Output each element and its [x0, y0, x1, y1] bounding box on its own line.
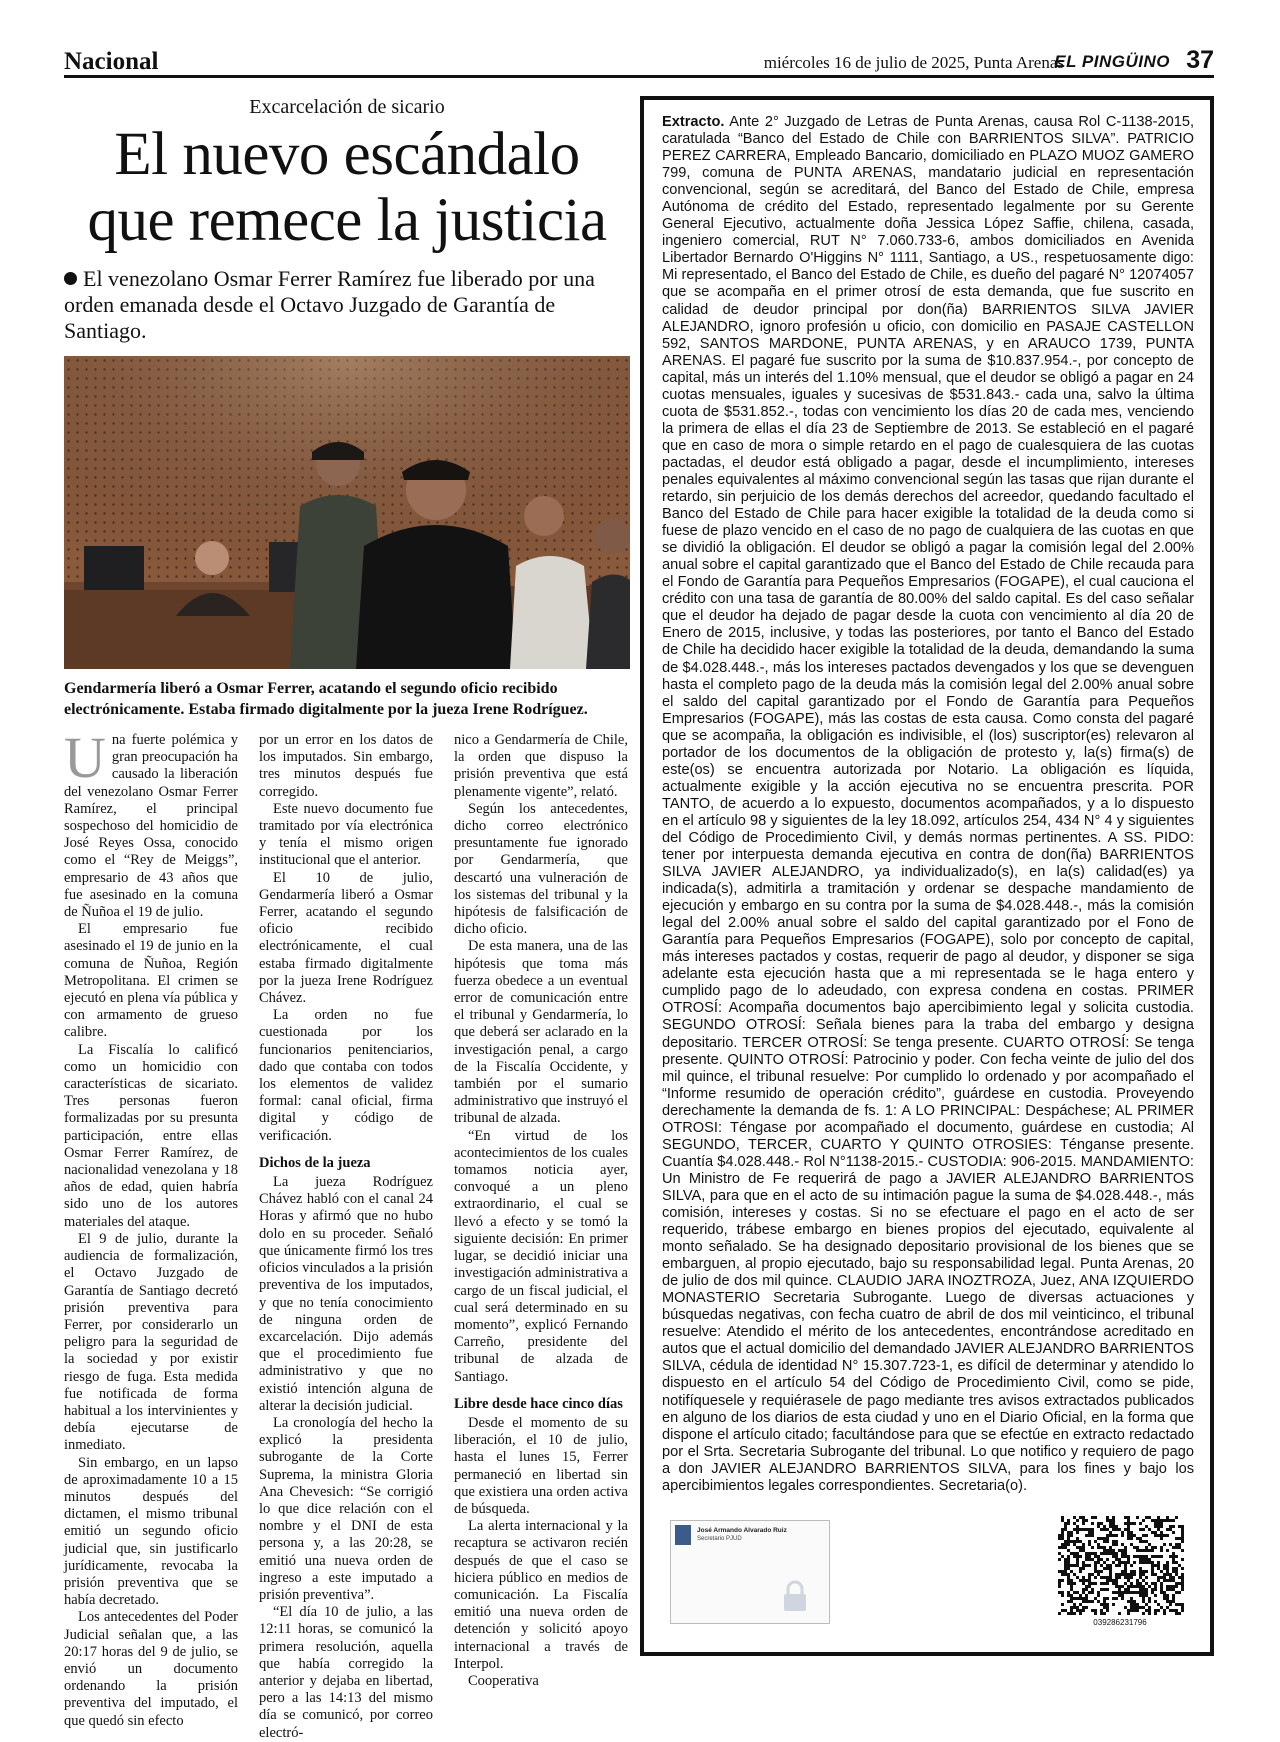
- paragraph: La jueza Rodríguez Chávez habló con el canal 24 Horas y afirmó que no hubo dolo en su proceder. Señaló que únicamente firmó los tres oficios vinculados a la prisión preventiva de los imputados, y que no tenía conocimiento de ninguna orden de excarcelación. Dijo además que el procedimiento fue administrativo y que no existió intención alguna de alterar la decisión judicial.: [259, 1174, 433, 1414]
- article-column-3: [454, 732, 628, 1690]
- newspaper-logo: EL PINGÜINO: [1054, 52, 1170, 71]
- paragraph: Desde el momento de su liberación, el 10 de julio, hasta el lunes 15, Ferrer permaneció en libertad sin que existiera una orden activa de búsqueda.: [454, 1414, 628, 1517]
- paragraph: Sin embargo, en un lapso de aproximadamente 10 a 15 minutos después del dictamen, el mismo tribunal emitió un segundo oficio judicial que, sin justificarlo jurídicamente, revocaba la prisión preventiva que se había decretado.: [64, 1454, 238, 1609]
- signer-role: Secretario PJUD: [697, 1536, 742, 1542]
- paragraph: Según los antecedentes, dicho correo electrónico presuntamente fue ignorado por Gendarmería, que descartó una vulneración de los sistemas del tribunal y la hipótesis de falsificación de dicho oficio.: [454, 800, 628, 938]
- judiciary-emblem-icon: [675, 1525, 691, 1545]
- paragraph: “El día 10 de julio, a las 12:11 horas, se comunicó la primera resolución, aquella que había corregido la anterior y dejaba en libertad, pero a las 14:13 del mismo día se comunicó, por correo electró-: [259, 1604, 433, 1741]
- paragraph: La Fiscalía lo calificó como un homicidio con características de sicariato. Tres personas fueron formalizadas por su presunta participación, entre ellas Osmar Ferrer Ramírez, de nacionalidad venezolana y 18 años de edad, quien habría sido uno de los autores materiales del ataque.: [64, 1041, 238, 1230]
- bullet-icon: [64, 272, 77, 285]
- drop-cap: U: [64, 725, 106, 790]
- paragraph: por un error en los datos de los imputados. Sin embargo, tres minutos después fue corregido.: [259, 732, 433, 800]
- paragraph: La cronología del hecho la explicó la presidenta subrogante de la Corte Suprema, la ministra Gloria Ana Chevesich: “Se corrigió lo que dice relación con el nombre y el DNI de esta persona y, a las 20:28, se emitió una nueva orden de ingreso a este imputado a prisión preventiva”.: [259, 1414, 433, 1603]
- article-headline: [64, 122, 630, 254]
- page-header: [64, 46, 1214, 78]
- headline-line: que remece la justicia: [87, 187, 607, 254]
- paragraph: El empresario fue asesinado el 19 de junio en la comuna de Ñuñoa, Región Metropolitana. El crimen se ejecutó en plena vía pública y con armamento de grueso calibre.: [64, 921, 238, 1041]
- paragraph: Este nuevo documento fue tramitado por vía electrónica y tenía el mismo origen institucional que el anterior.: [259, 800, 433, 869]
- legal-notice-text: [662, 114, 1194, 1495]
- paragraph: Los antecedentes del Poder Judicial señalan que, a las 20:17 horas del 9 de julio, se envió un documento ordenando la prisión preventiva del imputado, el que quedó sin efecto: [64, 1609, 238, 1729]
- article-kicker: Excarcelación de sicario: [249, 96, 445, 118]
- digital-signature-seal: [670, 1520, 830, 1624]
- photo-caption: Gendarmería liberó a Osmar Ferrer, acatando el segundo oficio recibido electrónicamente. Estaba firmado digitalmente por la jueza Irene Rodríguez.: [64, 680, 588, 718]
- article-column-1: [64, 725, 238, 1730]
- paragraph: La alerta internacional y la recaptura se activaron recién después de que el caso se hiciera público en medios de comunicación. La Fiscalía emitió una nueva orden de detención y solicitó apoyo internacional a través de Interpol.: [454, 1518, 628, 1672]
- legal-notice-box: [640, 96, 1214, 1656]
- legal-lead: Extracto.: [662, 114, 725, 130]
- subheading: Libre desde hace cinco días: [454, 1395, 623, 1412]
- paragraph: nico a Gendarmería de Chile, la orden que dispuso la prisión preventiva que está plenamente vigente”, relató.: [454, 732, 628, 800]
- lock-icon: [781, 1579, 809, 1613]
- headline-line: El nuevo escándalo: [114, 121, 580, 188]
- verification-code-icon: [1058, 1516, 1182, 1614]
- legal-body: Ante 2° Juzgado de Letras de Punta Arenas, causa Rol C-1138-2015, caratulada “Banco del Estado de Chile con BARRIENTOS SILVA”. PATRICIO PEREZ CARRERA, Empleado Bancario, domiciliado en PLAZO MUOZ GAMERO 799, comuna de PUNTA ARENAS, mandatario judicial en representación convencional, según se acreditará, del Banco del Estado de Chile, empresa Autónoma de crédito del Estado, representado legalmente por su Gerente General Ejecutivo, actualmente doña Jessica López Saffie, chilena, casada, ingeniero comercial, RUT N° 7.060.733-6, ambos domiciliados en Avenida Libertador Bernardo O'Higgins N° 1111, Santiago, a US., respetuosamente digo: Mi representado, el Banco del Estado de Chile, es dueño del pagaré N° 12074057 que se acompaña en el primer otrosí de esta demanda, que fue suscrito en calidad de deudor principal por don(ña) BARRIENTOS SILVA JAVIER ALEJANDRO, ignoro profesión u oficio, con domicilio en PASAJE CASTELLON 592, SANTOS MARDONE, PUNTA ARENAS, y en ARAUCO 1739, PUNTA ARENAS. El pagaré fue suscrito por la suma de $10.837.954.-, por concepto de capital, más un interés del 1.10% mensual, que el deudor se obligó a pagar en 24 cuotas mensuales, iguales y sucesivas de $531.843.- cada una, salvo la última cuota de $531.852.-, todas con vencimiento los días 20 de cada mes, venciendo la primera de ellas el día 23 de Septiembre de 2013. Se estableció en el pagaré que en caso de mora o simple retardo en el pago de cualesquiera de las cuotas pactadas, el deudor está obligado a pagar, desde el incumplimiento, intereses penales equivalentes al máximo convencional según las tasas que rijan durante el retardo, sin perjuicio de los demás derechos del acreedor, quedando facultado el Banco del Estado de Chile para hacer exigible la totalidad de la deuda como si fuese de plazo vencido en el caso de no pago de cualquiera de las cuotas en que se dividió la obligación. El deudor se obligó a pagar la comisión legal del 2.00% anual sobre el capital garantizado que el Banco del Estado de Chile recauda para el Fondo de Garantía para Pequeños Empresarios (FOGAPE), el cual cauciona el crédito con una tasa de garantía de 80.00% del saldo capital. Es del caso señalar que el deudor ha dejado de pagar desde la cuota con vencimiento al día 20 de Enero de 2015, inclusive, y todas las posteriores, por tanto el Banco del Estado de Chile ha decidido hacer exigible la totalidad de la deuda, demandando la suma de $4.028.448.-, más los intereses pactados devengados y los que se devenguen hasta el completo pago de la deuda más la comisión legal del 2.00% anual sobre el saldo del capital garantizado por el Fondo de Garantía para Pequeños Empresarios (FOGAPE), más las costas de esta causa. Como consta del pagaré que se acompaña, la obligación es indivisible, el (los) suscriptor(es) relevaron al portador de los documentos de la obligación de protesto y, la(s) firma(s) de este(os) se encuentra autorizada por Notario. La obligación es líquida, actualmente exigible y la acción ejecutiva no se encuentra prescrita. POR TANTO, de acuerdo a lo expuesto, documentos acompañados, y a lo dispuesto en el artículo 98 y siguientes de la ley 18.092, artículos 254, 434 N° 4 y siguientes del Código de Procedimiento Civil, y demás normas pertinentes. A SS. PIDO: tener por interpuesta demanda ejecutiva en contra de don(ña) BARRIENTOS SILVA JAVIER ALEJANDRO, ya individualizado(s), en la(s) calidad(es) ya indicada(s), admitirla a tramitación y ordenar se despache mandamiento de ejecución y embargo en su contra por la suma de $4.028.448.-, más la comisión legal del 2.00% anual sobre el saldo del capital garantizado por el Fono de Garantía para Pequeños Empresarios (FOGAPE), solo por concepto de capital, más intereses pactados y costas, requerir de pago al deudor, y disponer se siga adelante esta ejecución hasta que a mi representada se le haga entero y cumplido pago de lo adeudado, con expresa condena en costas. PRIMER OTROSÍ: Acompaña documentos bajo apercibimiento legal y solicita custodia. SEGUNDO OTROSÍ: Señala bienes para la traba del embargo y designa depositario. TERCER OTROSÍ: Se tenga presente. CUARTO OTROSÍ: Se tenga presente. QUINTO OTROSÍ: Patrocinio y poder. Con fecha veinte de julio del dos mil quince, el tribunal resuelve: Por cumplido lo ordenado y por acompañado el “Informe resumido de operación crédito”, guárdese en custodia. Proveyendo derechamente la demanda de fs. 1: A LO PRINCIPAL: Despáchese; AL PRIMER OTROSI: Téngase por acompañado el documento, guárdese en custodia; Al SEGUNDO, TERCER, CUARTO Y QUINTO OTROSIES: Ténganse presente. Cuantía $4.028.448.- Rol N°1138-2015.- CUSTODIA: 906-2015. MANDAMIENTO: Un Ministro de Fe requerirá de pago a JAVIER ALEJANDRO BARRIENTOS SILVA, para que en el acto de su intimación pague la suma de $4.028.448.-, más comisión, intereses y costas. Si no se efectuare el pago en el acto de ser requerido, trábese embargo en bienes propios del ejecutado, equivalente al monto señalado. Se ha designado depositario provisional de los bienes que se embarguen, al propio ejecutado, bajo su responsabilidad legal. Punta Arenas, 20 de julio de dos mil quince. CLAUDIO JARA INOZTROZA, Juez, ANA IZQUIERDO MONASTERIO Secretaria Subrogante. Luego de diversas actuaciones y búsquedas negativas, con fecha cuatro de abril de dos mil veinticinco, el tribunal resuelve: Atendido el mérito de los antecedentes, encontrándose acreditado en autos que el actual domicilio del demandado JAVIER ALEJANDRO BARRIENTOS SILVA, cédula de identidad N° 15.307.723-1, es difícil de determinar y atendido lo dispuesto en el artículo 54 del Código de Procedimiento Civil, como se pide, notifíquesele y requiérasele de pago mediante tres avisos extractados publicados en alguno de los diarios de esta ciudad y uno en el Diario Oficial, en la forma que dispone el artículo citado; facultándose para que se efectúe en extracto redactado por el Srta. Secretaria Subrogante del tribunal. Lo que notifico y requiero de pago a don JAVIER ALEJANDRO BARRIENTOS SILVA, para los fines y bajo los apercibimientos legales correspondientes. Secretaria(o).: [662, 114, 1194, 1494]
- article-deck: [64, 266, 630, 344]
- article-credit: Cooperativa: [468, 1672, 539, 1689]
- paragraph: El 10 de julio, Gendarmería liberó a Osmar Ferrer, acatando el segundo oficio recibido electrónicamente, el cual estaba firmado digitalmente por la jueza Irene Rodríguez Chávez.: [259, 869, 433, 1007]
- signer-name: José Armando Alvarado Ruiz: [697, 1527, 787, 1534]
- paragraph: El 9 de julio, durante la audiencia de formalización, el Octavo Juzgado de Garantía de Santiago decretó prisión preventiva para Ferrer, por considerarlo un peligro para la seguridad de la sociedad y por existir riesgo de fuga. Esta medida fue notificada de forma habitual a los intervinientes y debía ejecutarse de inmediato.: [64, 1230, 238, 1454]
- paragraph: De esta manera, una de las hipótesis que toma más fuerza obedece a un eventual error de comunicación entre el tribunal y Gendarmería, lo que deberá ser aclarado en la investigación penal, a cargo de la Fiscalía Occidente, y también por el sumario administrativo que instruyó el tribunal de alzada.: [454, 938, 628, 1127]
- article-photo: [64, 356, 630, 669]
- paragraph: La orden no fue cuestionada por los funcionarios penitenciarios, dado que contaba con todos los elementos de validez formal: canal oficial, firma digital y código de verificación.: [259, 1007, 433, 1144]
- article-column-2: [259, 732, 433, 1742]
- verification-number: 039286231796: [1093, 1618, 1147, 1627]
- paragraph: “En virtud de los acontecimientos de los cuales tomamos noticia ayer, convoqué a un pleno extraordinario, el cual se llevó a efecto y se tomó la siguiente decisión: En primer lugar, se decidió iniciar una investigación administrativa a cargo de un fiscal judicial, el cual será determinado en su momento”, explicó Fernando Carreño, presidente del tribunal de alzada de Santiago.: [454, 1127, 628, 1385]
- deck-text: El venezolano Osmar Ferrer Ramírez fue liberado por una orden emanada desde el Octavo Juzgado de Garantía de Santiago.: [64, 266, 595, 343]
- dateline: miércoles 16 de julio de 2025, Punta Arenas: [763, 53, 1064, 72]
- subheading: Dichos de la jueza: [259, 1154, 371, 1171]
- signature-row: [670, 1516, 1192, 1634]
- page-number: 37: [1186, 46, 1214, 74]
- paragraph: na fuerte polémica y gran preocupación ha causado la liberación del venezolano Osmar Ferrer Ramírez, el principal sospechoso del homicidio de José Reyes Ossa, conocido como el “Rey de Meiggs”, empresario de 43 años que fue asesinado en la comuna de Ñuñoa el 19 de julio.: [64, 732, 238, 921]
- section-name: Nacional: [64, 48, 159, 75]
- courtroom-photo: [64, 356, 630, 669]
